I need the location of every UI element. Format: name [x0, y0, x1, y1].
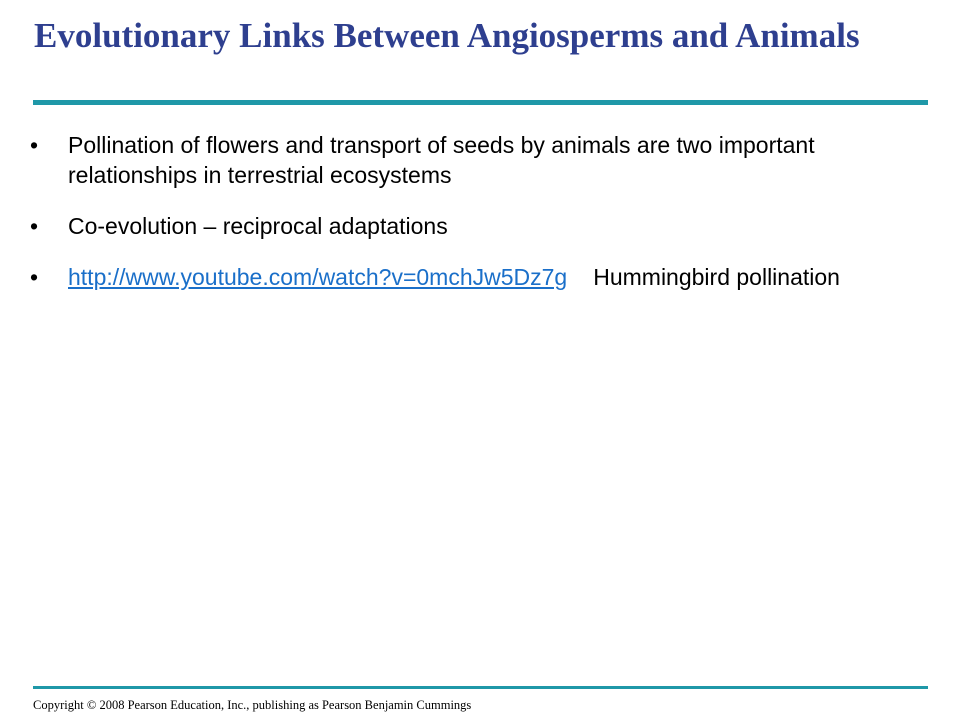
bullet-text: Co-evolution – reciprocal adaptations [68, 213, 448, 239]
bullet-item-video [0, 262, 960, 292]
title-divider [33, 100, 928, 105]
bullet-list [0, 130, 960, 313]
bullet-dot-icon: • [30, 213, 39, 239]
bullet-item-pollination [0, 130, 960, 190]
slide-title: Evolutionary Links Between Angiosperms and Animals [34, 16, 860, 55]
copyright-notice: Copyright © 2008 Pearson Education, Inc., publishing as Pearson Benjamin Cummings [33, 698, 472, 712]
bullet-text: Pollination of flowers and transport of seeds by animals are two important relationships in terrestrial ecosystems [68, 132, 815, 188]
bullet-item-coevolution [0, 211, 960, 241]
bullet-dot-icon: • [30, 264, 39, 290]
youtube-video-link[interactable]: http://www.youtube.com/watch?v=0mchJw5Dz7g [68, 264, 568, 290]
bullet-text: Hummingbird pollination [593, 264, 840, 290]
bullet-dot-icon: • [30, 132, 39, 158]
footer-divider [33, 686, 928, 689]
